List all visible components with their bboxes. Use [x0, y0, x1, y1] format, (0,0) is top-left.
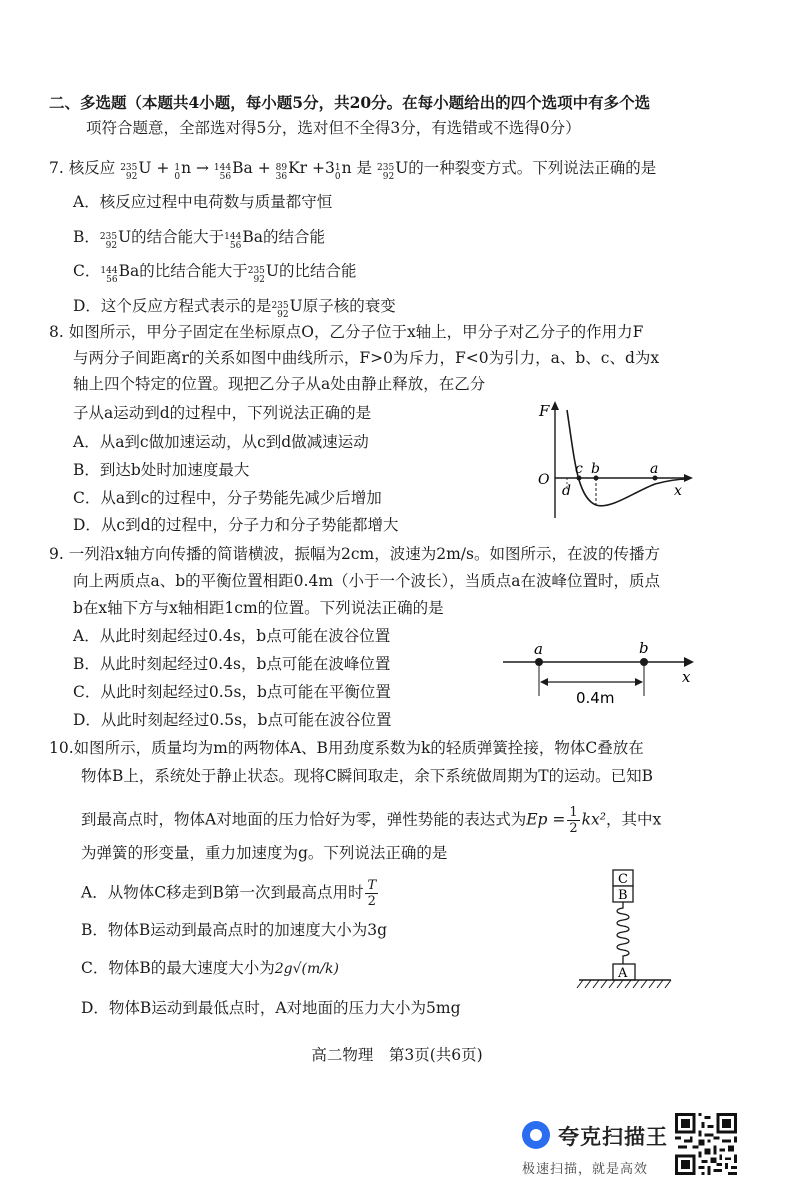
dim-arrowhead-right [635, 678, 643, 686]
q10-number: 10. [49, 739, 74, 757]
watermark-slogan: 极速扫描，就是高效 [522, 1162, 649, 1177]
q8-stem-text: 如图所示，甲分子固定在坐标原点O，乙分子位于x轴上，甲分子对乙分子的作用力F [68, 323, 644, 341]
option-text: A．从物体C移走到B第一次到最高点用时 [81, 883, 364, 902]
nuclide-Kr: 89 36 [275, 163, 288, 182]
section-title-line1: 二、多选题（本题共4小题，每小题5分，共20分。在每小题给出的四个选项中有多个选 [49, 93, 651, 112]
q10-spring-blocks-figure [575, 868, 675, 993]
nuclide-n: 1 0 [334, 163, 341, 182]
option-text: D．这个反应方程式表示的是 [73, 297, 272, 315]
option-text: 的结合能 [263, 228, 326, 246]
q7-stem-text: 核反应 [68, 159, 116, 177]
max-velocity-expression: 2g√(m/k) [274, 961, 339, 977]
option-text: 原子核的衰变 [302, 297, 396, 315]
q9-stem-line3: b在x轴下方与x轴相距1cm的位置。下列说法正确的是 [73, 599, 444, 617]
q9-option-b: B．从此时刻起经过0.4s，b点可能在波峰位置 [73, 655, 391, 673]
nuclide-Ba: 144 56 [213, 163, 232, 182]
q7-option-c [73, 261, 357, 285]
q9-wave-points-figure [498, 638, 708, 710]
label-b: b [591, 461, 600, 477]
kx-squared: kx² [581, 810, 606, 829]
nuclide-U: 235 92 [247, 266, 265, 285]
f-axis-arrow [551, 401, 559, 410]
q8-stem-line3: 轴上四个特定的位置。现把乙分子从a处由静止释放，在乙分 [73, 375, 486, 393]
q10-option-c [81, 958, 339, 979]
q9-option-a: A．从此时刻起经过0.4s，b点可能在波谷位置 [73, 627, 391, 645]
q9-option-c: C．从此时刻起经过0.5s，b点可能在平衡位置 [73, 683, 391, 701]
point-a [535, 658, 543, 666]
q7-stem-text: 是 [356, 159, 373, 177]
q7-stem [49, 158, 656, 182]
nuclide-U-symbol: U [118, 228, 132, 246]
q10-stem-line1 [49, 738, 644, 758]
spring [617, 902, 629, 964]
dim-arrowhead-left [540, 678, 548, 686]
scanner-watermark [522, 1117, 672, 1177]
fraction-half: $\frac{1}{2}$ [569, 805, 578, 836]
q10-stem-line4: 为弹簧的形变量，重力加速度为g。下列说法正确的是 [81, 844, 448, 862]
q7-option-a: A．核反应过程中电荷数与质量都守恒 [73, 193, 333, 211]
plus-sign: + [257, 159, 271, 177]
label-O: O [538, 472, 550, 488]
nuclide-U-symbol: U [138, 159, 152, 177]
nuclide-U: 235 92 [377, 163, 395, 182]
q9-stem-line1 [49, 544, 660, 564]
nuclide-Ba-symbol: Ba [118, 262, 140, 280]
q8-option-b: B．到达b处时加速度最大 [73, 461, 250, 479]
label-b: b [639, 639, 649, 657]
x-axis-arrow [684, 474, 693, 482]
nuclide-Kr-symbol: Kr [288, 159, 308, 177]
q7-number: 7. [49, 159, 64, 177]
q10-option-a [81, 878, 380, 909]
q9-stem-text: 一列沿x轴方向传播的简谐横波，振幅为2cm，波速为2m/s。如图所示，在波的传播方 [68, 545, 660, 563]
label-C: C [618, 872, 628, 887]
quark-logo-icon [522, 1121, 550, 1149]
label-a: a [650, 461, 659, 477]
plus-sign: + [312, 159, 326, 177]
q9-option-d: D．从此时刻起经过0.5s，b点可能在波谷位置 [73, 711, 392, 729]
q7-option-d [73, 296, 396, 320]
option-text: C．物体B的最大速度大小为 [81, 959, 275, 977]
q7-option-b [73, 227, 325, 251]
label-x: x [682, 668, 691, 686]
q10-stem-text: 到最高点时，物体A对地面的压力恰好为零，弹性势能的表达式为 [81, 810, 527, 829]
q10-stem-line3 [81, 805, 661, 836]
q8-number: 8. [49, 323, 64, 341]
option-text: 的比结合能大于 [139, 262, 248, 280]
nuclide-Ba-symbol: Ba [242, 228, 263, 246]
label-c: c [575, 461, 583, 477]
q10-stem-text: 如图所示，质量均为m的两物体A、B用劲度系数为k的轻质弹簧拴接，物体C叠放在 [73, 739, 644, 757]
point-b [640, 658, 648, 666]
nuclide-Ba: 144 56 [100, 266, 118, 285]
ep-symbol: Ep = [526, 810, 566, 829]
q8-option-d: D．从c到d的过程中，分子力和分子势能都增大 [73, 516, 399, 534]
q8-option-a: A．从a到c做加速运动，从c到d做减速运动 [73, 433, 369, 451]
option-text: 的比结合能 [278, 262, 357, 280]
force-curve [567, 410, 688, 506]
nuclide-Ba: 144 56 [224, 232, 242, 251]
option-text: 的结合能大于 [131, 228, 225, 246]
reaction-arrow: → [195, 159, 209, 177]
label-F: F [539, 402, 550, 420]
q9-stem-line2: 向上两质点a、b的平衡位置相距0.4m（小于一个波长），当质点a在波峰位置时，质点 [73, 572, 661, 590]
label-a: a [534, 640, 543, 658]
q8-stem-line1 [49, 322, 643, 342]
nuclide-U-symbol: U [265, 262, 279, 280]
q10-option-b: B．物体B运动到最高点时的加速度大小为3g [81, 921, 388, 939]
fraction-T-over-2: $\frac{T}{2}$ [367, 878, 377, 909]
q10-option-d: D．物体B运动到最低点时，A对地面的压力大小为5mg [81, 999, 461, 1017]
page-footer: 高二物理 第3页(共6页) [311, 1046, 483, 1064]
nuclide-U: 235 92 [271, 301, 289, 320]
nuclide-n-symbol: n [181, 159, 192, 177]
option-label: B． [73, 228, 100, 246]
nuclide-n: 1 0 [174, 163, 181, 182]
q8-force-curve-figure [530, 398, 700, 523]
label-B: B [618, 888, 628, 903]
q8-stem-line2: 与两分子间距离r的关系如图中曲线所示，F>0为斥力，F<0为引力，a、b、c、d为x [73, 349, 660, 367]
qr-code-icon [675, 1113, 737, 1175]
option-label: C． [73, 262, 101, 280]
nuclide-n-symbol: n [341, 159, 352, 177]
q7-stem-text: 的一种裂变方式。下列说法正确的是 [408, 159, 657, 177]
label-A: A [618, 966, 628, 981]
nuclide-U: 235 92 [120, 163, 138, 182]
nuclide-U-symbol: U [289, 297, 303, 315]
q8-stem-line4: 子从a运动到d的过程中，下列说法正确的是 [73, 404, 372, 422]
nuclide-Ba-symbol: Ba [232, 159, 253, 177]
ground-hatching [577, 980, 671, 988]
nuclide-U-symbol: U [395, 159, 409, 177]
coefficient: 3 [325, 159, 335, 177]
label-d: d [562, 483, 571, 499]
plus-sign: + [156, 159, 170, 177]
watermark-brand: 夸克扫描王 [558, 1125, 668, 1149]
q10-stem-text: ，其中x [606, 810, 662, 829]
q10-stem-line2: 物体B上，系统处于静止状态。现将C瞬间取走，余下系统做周期为T的运动。已知B [81, 767, 653, 785]
nuclide-U: 235 92 [99, 232, 118, 251]
q8-option-c: C．从a到c的过程中，分子势能先减少后增加 [73, 489, 382, 507]
q9-number: 9. [49, 545, 64, 563]
label-distance: 0.4m [576, 689, 615, 707]
label-x: x [674, 483, 682, 499]
section-title-line2: 项符合题意，全部选对得5分，选对但不全得3分，有选错或不选得0分） [86, 119, 581, 137]
x-axis-arrow [684, 657, 694, 667]
